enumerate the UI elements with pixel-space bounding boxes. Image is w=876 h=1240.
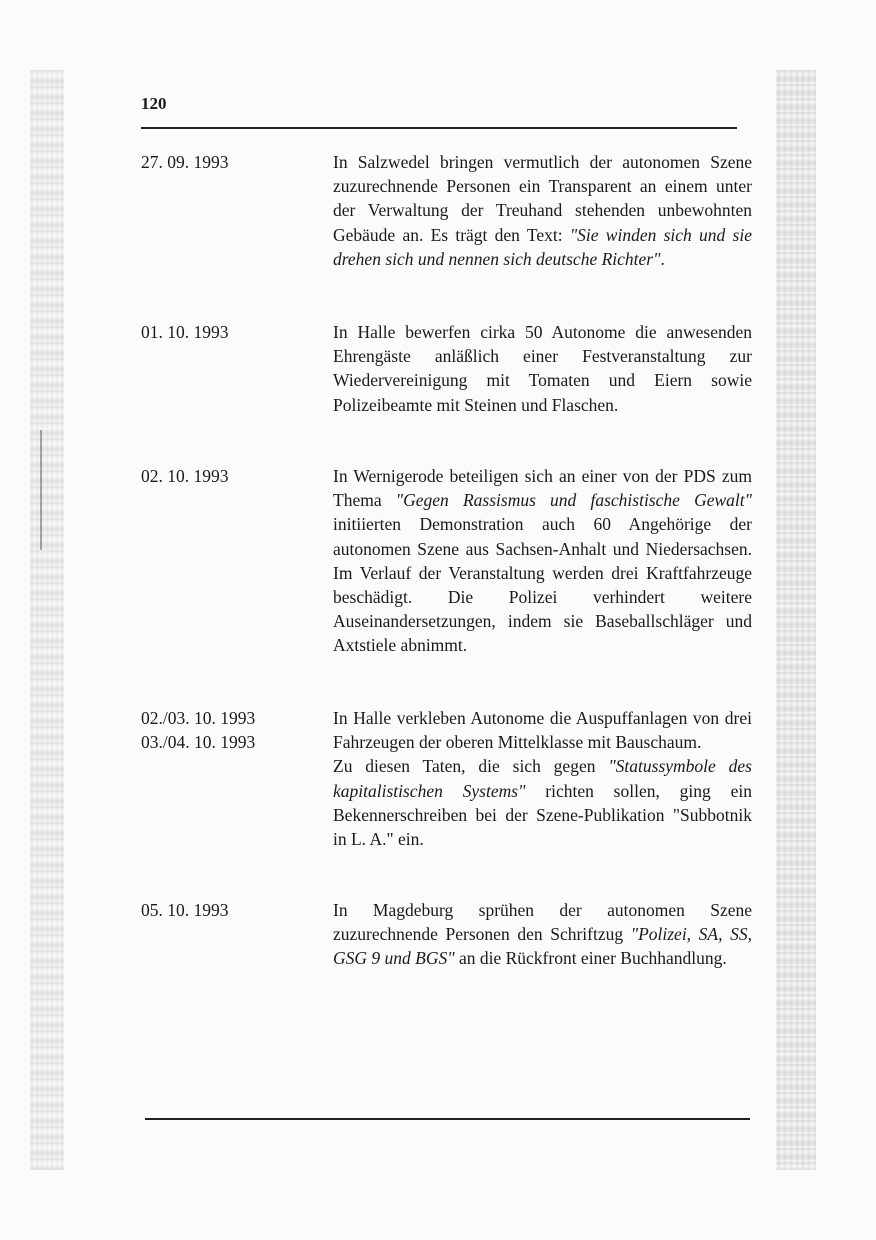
entry-date: 01. 10. 1993 bbox=[141, 322, 229, 342]
entry-date-column bbox=[141, 898, 331, 971]
entry-paragraph bbox=[333, 898, 752, 971]
entry-date: 05. 10. 1993 bbox=[141, 900, 229, 920]
entry-text bbox=[333, 320, 752, 417]
chronology-entry bbox=[141, 464, 753, 658]
text-run: In Magdeburg sprühen der autonomen Szene zuzurechnende Personen den Schriftzug bbox=[333, 900, 752, 945]
entry-paragraph bbox=[333, 754, 752, 851]
text-run: In Salzwedel bringen vermutlich der autonomen Szene zuzurechnende Personen ein Transparent an einem unter der Verwaltung der Treuhand stehenden unbewohnten Gebäude an. Es trägt den Text: bbox=[333, 152, 752, 245]
text-run: initiierten Demonstration auch 60 Angehörige der autonomen Szene aus Sachsen-Anhalt und Niedersachsen. Im Verlauf der Veranstaltung werden drei Kraftfahrzeuge beschädigt. Die Polizei verhindert weitere Auseinandersetzungen, indem sie Baseballschläger und Axtstiele abnimmt. bbox=[333, 514, 752, 656]
entry-paragraph bbox=[333, 464, 752, 658]
entry-text bbox=[333, 898, 752, 971]
quoted-text: "Polizei, SA, SS, GSG 9 und BGS" bbox=[333, 924, 752, 969]
entry-date-column bbox=[141, 320, 331, 417]
text-run: Zu diesen Taten, die sich gegen bbox=[333, 756, 609, 777]
entry-date: 03./04. 10. 1993 bbox=[141, 732, 256, 753]
entry-date: 02./03. 10. 1993 bbox=[141, 708, 256, 728]
entry-date-column bbox=[141, 464, 331, 658]
entry-paragraph bbox=[333, 706, 752, 754]
chronology-entry bbox=[141, 150, 753, 271]
quoted-text: "Sie winden sich und sie drehen sich und nennen sich deutsche Richter" bbox=[333, 224, 752, 269]
footer-rule bbox=[145, 1118, 750, 1120]
entry-text bbox=[333, 706, 752, 851]
entry-paragraph bbox=[333, 320, 752, 417]
scan-edge-mark bbox=[40, 430, 42, 550]
entry-date-column bbox=[141, 150, 331, 271]
chronology-entry bbox=[141, 706, 753, 851]
text-run: In Halle verkleben Autonome die Auspuffanlagen von drei Fahrzeugen der oberen Mittelklasse mit Bauschaum. bbox=[333, 708, 752, 753]
quoted-text: "Statussymbole des kapitalistischen Systems" bbox=[333, 756, 752, 801]
entry-date: 27. 09. 1993 bbox=[141, 152, 229, 172]
text-run: an die Rückfront einer Buchhandlung. bbox=[454, 948, 727, 969]
header-rule bbox=[141, 127, 737, 129]
chronology-entry bbox=[141, 320, 753, 417]
entry-text bbox=[333, 464, 752, 658]
entry-date-column bbox=[141, 706, 331, 851]
chronology-entry bbox=[141, 898, 753, 971]
quoted-text: "Gegen Rassismus und faschistische Gewalt" bbox=[395, 490, 752, 511]
text-run: In Halle bewerfen cirka 50 Autonome die anwesenden Ehrengäste anläßlich einer Festveranstaltung zur Wiedervereinigung mit Tomaten und Eiern sowie Polizeibeamte mit Steinen und Flaschen. bbox=[333, 322, 752, 415]
scan-edge-left bbox=[30, 70, 64, 1170]
entry-date: 02. 10. 1993 bbox=[141, 466, 229, 486]
entry-paragraph bbox=[333, 150, 752, 271]
scan-edge-right bbox=[776, 70, 816, 1170]
text-run: In Wernigerode beteiligen sich an einer von der PDS zum Thema bbox=[333, 466, 752, 511]
text-run: richten sollen, ging ein Bekennerschreiben bei der Szene-Publikation "Subbotnik in L. A." ein. bbox=[333, 780, 752, 850]
entry-text bbox=[333, 150, 752, 271]
page-number: 120 bbox=[141, 94, 167, 113]
text-run: . bbox=[660, 248, 665, 269]
